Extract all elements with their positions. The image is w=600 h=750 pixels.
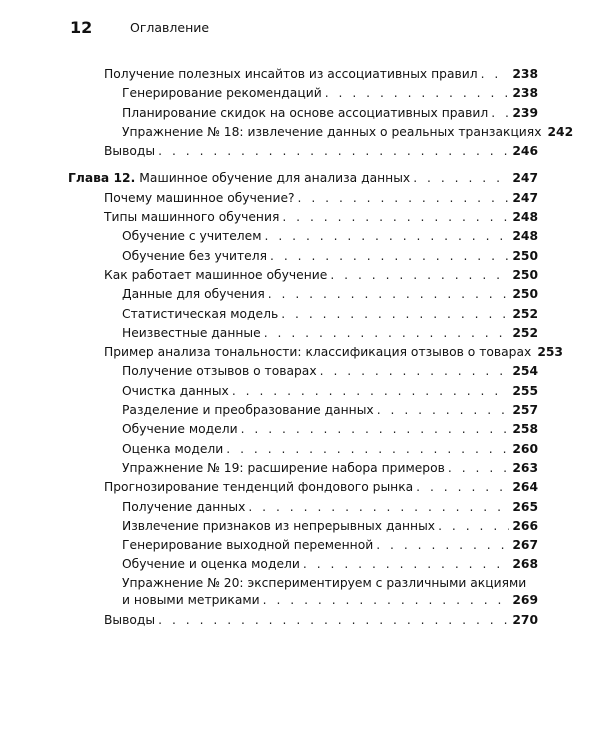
toc-entry-title: Как работает машинное обучение xyxy=(104,267,328,282)
dot-leader xyxy=(416,478,509,497)
toc-entry xyxy=(122,459,538,478)
toc-entry xyxy=(104,208,538,227)
dot-leader xyxy=(158,611,509,630)
toc-entry-page: 253 xyxy=(537,345,563,360)
dot-leader xyxy=(282,208,509,227)
toc-entry xyxy=(104,65,538,84)
toc-entry-page: 257 xyxy=(512,403,538,418)
dot-leader xyxy=(377,401,510,420)
dot-leader xyxy=(241,420,510,439)
dot-leader xyxy=(265,227,510,246)
dot-leader xyxy=(263,592,510,609)
table-of-contents xyxy=(68,65,574,630)
toc-entry-title: Пример анализа тональности: классификация отзывов о товарах xyxy=(104,345,532,360)
toc-entry-page: 270 xyxy=(512,612,538,627)
toc-entry xyxy=(122,305,538,324)
dot-leader xyxy=(438,517,509,536)
toc-entry-title: Данные для обучения xyxy=(122,287,265,302)
toc-entry xyxy=(104,142,538,161)
toc-entry-title: Получение данных xyxy=(122,499,246,514)
toc-entry-title: Генерирование выходной переменной xyxy=(122,538,374,553)
dot-leader xyxy=(303,555,509,574)
toc-entry-page: 252 xyxy=(512,325,538,340)
toc-entry xyxy=(122,104,538,123)
chapter-label: Глава 12. xyxy=(68,171,136,186)
toc-entry xyxy=(122,247,538,266)
toc-entry-title: Неизвестные данные xyxy=(122,325,261,340)
toc-entry-page: 255 xyxy=(512,383,538,398)
toc-entry-page: 248 xyxy=(512,210,538,225)
toc-entry-title: Почему машинное обучение? xyxy=(104,190,295,205)
toc-entry xyxy=(122,84,538,103)
toc-entry-page: 266 xyxy=(512,518,538,533)
toc-entry xyxy=(122,517,538,536)
toc-entry-title: Упражнение № 19: расширение набора примеров xyxy=(122,460,445,475)
toc-entry-title: Обучение модели xyxy=(122,422,238,437)
toc-entry xyxy=(122,536,538,555)
toc-entry xyxy=(122,440,538,459)
dot-leader xyxy=(264,324,510,343)
toc-entry-title: Получение полезных инсайтов из ассоциативных правил xyxy=(104,67,478,81)
toc-entry-page: 242 xyxy=(547,124,574,139)
toc-entry xyxy=(122,401,538,420)
dot-leader xyxy=(413,169,509,188)
toc-entry-title: Выводы xyxy=(104,144,156,159)
toc-entry-page: 250 xyxy=(512,248,538,263)
toc-entry-page: 254 xyxy=(512,364,538,379)
toc-entry xyxy=(122,420,538,439)
toc-entry-page: 238 xyxy=(512,67,538,81)
toc-entry-title: Генерирование рекомендаций xyxy=(122,86,322,101)
toc-entry xyxy=(104,343,563,362)
toc-entry xyxy=(104,189,538,208)
toc-entry-title: Обучение с учителем xyxy=(122,229,262,244)
toc-entry-page: 267 xyxy=(512,538,538,553)
chapter-page: 247 xyxy=(512,171,538,186)
toc-entry-title: Извлечение признаков из непрерывных данных xyxy=(122,518,436,533)
toc-entry-page: 239 xyxy=(512,105,538,120)
toc-entry xyxy=(122,123,574,142)
toc-entry xyxy=(122,285,538,304)
running-title: Оглавление xyxy=(130,20,210,35)
dot-leader xyxy=(330,266,509,285)
chapter-heading xyxy=(68,169,538,188)
toc-entry xyxy=(122,575,538,611)
dot-leader xyxy=(320,362,510,381)
dot-leader xyxy=(268,285,510,304)
toc-entry-title: Очистка данных xyxy=(122,383,229,398)
toc-entry-title: Оценка модели xyxy=(122,441,224,456)
toc-entry-page: 252 xyxy=(512,306,538,321)
toc-entry-page: 260 xyxy=(512,441,538,456)
dot-leader xyxy=(248,498,509,517)
toc-entry-page: 258 xyxy=(512,422,538,437)
dot-leader xyxy=(226,440,509,459)
toc-entry xyxy=(122,555,538,574)
toc-entry-title: Разделение и преобразование данных xyxy=(122,403,374,418)
chapter-title: Машинное обучение для анализа данных xyxy=(139,171,411,186)
toc-entry-page: 246 xyxy=(512,144,538,159)
toc-entry xyxy=(104,266,538,285)
toc-entry xyxy=(122,227,538,246)
toc-entry-page: 250 xyxy=(512,267,538,282)
dot-leader xyxy=(281,305,509,324)
toc-entry-title: Обучение без учителя xyxy=(122,248,267,263)
toc-entry-page: 265 xyxy=(512,499,538,514)
toc-entry-page: 248 xyxy=(512,229,538,244)
toc-entry-title: Упражнение № 20: экспериментируем с различными акциями xyxy=(122,575,527,590)
dot-leader xyxy=(270,247,509,266)
toc-entry-page: 269 xyxy=(512,592,538,607)
dot-leader xyxy=(448,459,509,478)
toc-entry xyxy=(122,498,538,517)
toc-entry xyxy=(104,478,538,497)
page-header xyxy=(70,18,540,42)
toc-entry-title: Обучение и оценка модели xyxy=(122,557,300,572)
toc-entry-title-continued: и новыми метриками xyxy=(122,592,260,607)
toc-entry-title: Выводы xyxy=(104,612,156,627)
toc-entry-page: 247 xyxy=(512,190,538,205)
dot-leader xyxy=(376,536,509,555)
toc-entry-title: Статистическая модель xyxy=(122,306,279,321)
dot-leader xyxy=(298,189,510,208)
toc-entry-page: 264 xyxy=(512,480,538,495)
dot-leader xyxy=(325,84,510,103)
toc-entry xyxy=(122,362,538,381)
dot-leader xyxy=(481,65,510,84)
toc-entry xyxy=(122,324,538,343)
toc-entry-title: Планирование скидок на основе ассоциативных правил xyxy=(122,105,489,120)
toc-entry-title: Типы машинного обучения xyxy=(104,210,280,225)
toc-entry-title: Упражнение № 18: извлечение данных о реальных транзакциях xyxy=(122,124,542,139)
toc-entry-title: Прогнозирование тенденций фондового рынка xyxy=(104,480,414,495)
page-number: 12 xyxy=(70,18,93,37)
toc-entry-page: 250 xyxy=(512,287,538,302)
toc-entry-page: 238 xyxy=(512,86,538,101)
dot-leader xyxy=(491,104,509,123)
toc-entry xyxy=(104,611,538,630)
dot-leader xyxy=(158,142,509,161)
toc-entry-page: 268 xyxy=(512,557,538,572)
toc-entry-title: Получение отзывов о товарах xyxy=(122,364,317,379)
toc-entry xyxy=(122,382,538,401)
toc-entry-page: 263 xyxy=(512,460,538,475)
dot-leader xyxy=(232,382,509,401)
